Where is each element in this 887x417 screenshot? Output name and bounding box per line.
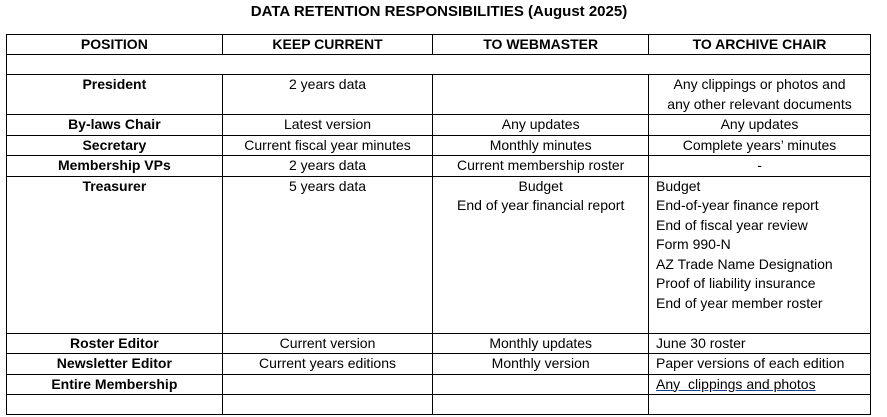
archive-text: Any clippings and photos xyxy=(656,375,816,392)
empty-cell xyxy=(649,395,871,415)
to-webmaster-cell: Monthly minutes xyxy=(433,135,649,156)
empty-cell xyxy=(7,395,223,415)
position-cell: President xyxy=(7,75,223,115)
keep-current-cell: 2 years data xyxy=(222,75,433,115)
empty-cell xyxy=(433,395,649,415)
empty-cell xyxy=(7,55,871,75)
archive-line: AZ Trade Name Designation xyxy=(656,255,833,272)
header-to-webmaster: TO WEBMASTER xyxy=(433,35,649,55)
table-row xyxy=(7,333,871,354)
to-archive-cell: - xyxy=(649,156,871,177)
position-cell: By-laws Chair xyxy=(7,115,223,136)
table-row xyxy=(7,156,871,177)
header-row xyxy=(7,35,871,55)
header-to-archive-chair: TO ARCHIVE CHAIR xyxy=(649,35,871,55)
position-cell: Membership VPs xyxy=(7,156,223,177)
archive-line: End-of-year finance report xyxy=(656,197,819,213)
archive-line: Any clippings or photos and xyxy=(673,76,846,92)
to-webmaster-cell: Any updates xyxy=(433,115,649,136)
webmaster-line: End of year financial report xyxy=(457,197,625,213)
table-row xyxy=(7,354,871,375)
to-archive-cell xyxy=(649,176,871,333)
position-cell: Entire Membership xyxy=(7,374,223,395)
to-archive-cell xyxy=(649,75,871,115)
to-archive-cell: Paper versions of each edition xyxy=(649,354,871,375)
to-webmaster-cell: Current membership roster xyxy=(433,156,649,177)
keep-current-cell xyxy=(222,374,433,395)
archive-line: Budget xyxy=(656,177,701,194)
position-cell: Treasurer xyxy=(7,176,223,333)
to-webmaster-cell xyxy=(433,75,649,115)
to-webmaster-cell: Monthly version xyxy=(433,354,649,375)
keep-current-cell: Current version xyxy=(222,333,433,354)
position-cell: Newsletter Editor xyxy=(7,354,223,375)
to-archive-cell xyxy=(649,374,871,395)
to-archive-cell: Complete years’ minutes xyxy=(649,135,871,156)
table-row xyxy=(7,135,871,156)
keep-current-cell: Current years editions xyxy=(222,354,433,375)
table-row xyxy=(7,176,871,333)
keep-current-cell: Current fiscal year minutes xyxy=(222,135,433,156)
to-archive-cell: June 30 roster xyxy=(649,333,871,354)
to-webmaster-cell: Monthly updates xyxy=(433,333,649,354)
retention-table xyxy=(6,34,871,415)
keep-current-cell: 5 years data xyxy=(222,176,433,333)
archive-line: End of fiscal year review xyxy=(656,216,808,233)
archive-line: Proof of liability insurance xyxy=(656,275,816,291)
empty-row xyxy=(7,395,871,415)
table-row xyxy=(7,374,871,395)
table-row xyxy=(7,115,871,136)
to-webmaster-cell xyxy=(433,374,649,395)
empty-cell xyxy=(222,395,433,415)
keep-current-cell: Latest version xyxy=(222,115,433,136)
archive-line: Form 990-N xyxy=(656,236,731,252)
to-webmaster-cell xyxy=(433,176,649,333)
archive-line: any other relevant documents xyxy=(667,95,852,112)
webmaster-line: Budget xyxy=(518,177,563,194)
position-cell: Roster Editor xyxy=(7,333,223,354)
position-cell: Secretary xyxy=(7,135,223,156)
archive-line: End of year member roster xyxy=(656,294,823,311)
header-position: POSITION xyxy=(7,35,223,55)
document-title: DATA RETENTION RESPONSIBILITIES (August 2025) xyxy=(250,3,628,20)
empty-row xyxy=(7,55,871,75)
table-row xyxy=(7,75,871,115)
to-archive-cell: Any updates xyxy=(649,115,871,136)
keep-current-cell: 2 years data xyxy=(222,156,433,177)
header-keep-current: KEEP CURRENT xyxy=(222,35,433,55)
